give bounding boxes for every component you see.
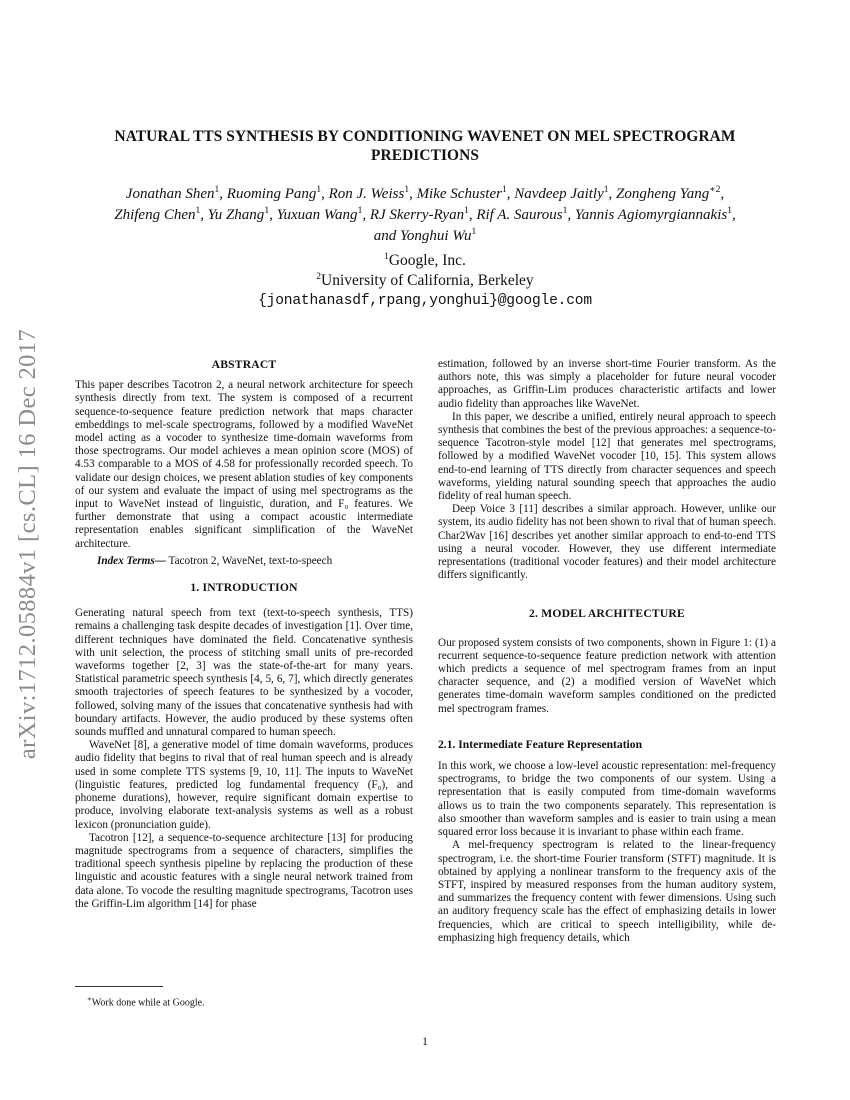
author: Ron J. Weiss$^1$, bbox=[328, 185, 413, 202]
paper-title bbox=[70, 127, 780, 165]
author: Rif A. Saurous$^1$, bbox=[476, 206, 572, 223]
section-heading-model-architecture: 2. MODEL ARCHITECTURE bbox=[529, 607, 685, 621]
author: RJ Skerry-Ryan$^1$, bbox=[369, 206, 473, 223]
index-terms bbox=[75, 555, 413, 568]
author-line-3 bbox=[70, 226, 780, 247]
intro-paragraph: Generating natural speech from text (text-to-speech synthesis, TTS) remains a challenging task despite decades of investigation [1]. Over time, different techniques have dominated the field. Concatenative synthesis with unit selection, the process of stitching small units of pre-recorded waveforms together [2, 3] was the state-of-the-art for many years. Statistical parametric speech synthesis [4, 5, 6, 7], which directly generates smooth trajectories of speech features to be synthesized by a vocoder, followed, solving many of the issues that concatenative synthesis had with boundary artifacts. However, the audio produced by these systems often sounds muffled and unnatural compared to human speech. bbox=[75, 607, 413, 739]
intro-paragraph: Deep Voice 3 [11] describes a similar approach. However, unlike our system, its audio fidelity has not been shown to rival that of human speech. Char2Wav [16] describes yet another similar approach to end-to-end TTS using a neural vocoder. However, they use different intermediate representations (traditional vocoder features) and their model architecture differs significantly. bbox=[438, 503, 776, 582]
author: Ruoming Pang$^1$, bbox=[226, 185, 325, 202]
footnote bbox=[87, 993, 205, 1009]
author-emails: {jonathanasdf,rpang,yonghui}@google.com bbox=[258, 293, 592, 309]
affiliations bbox=[100, 251, 750, 311]
affiliation-berkeley: $^2$University of California, Berkeley bbox=[316, 271, 534, 289]
subsection-heading-intermediate: 2.1. Intermediate Feature Representation bbox=[438, 737, 643, 751]
paper-title-line-2: PREDICTIONS bbox=[370, 147, 479, 164]
intro-paragraph: Tacotron [12], a sequence-to-sequence architecture [13] for producing magnitude spectrograms from a sequence of characters, simplifies the traditional speech synthesis pipeline by replacing the production of these linguistic and acoustic features with a single neural network trained from data alone. To vocode the resulting magnitude spectrograms, Tacotron uses the Griffin-Lim algorithm [14] for phase bbox=[75, 831, 413, 910]
paper-title-line-1: NATURAL TTS SYNTHESIS BY CONDITIONING WAVENET ON MEL SPECTROGRAM bbox=[114, 128, 736, 145]
page-number: 1 bbox=[422, 1036, 428, 1048]
arxiv-identifier: arXiv:1712.05884v1 [cs.CL] 16 Dec 2017 bbox=[14, 328, 42, 760]
author: Jonathan Shen$^1$, bbox=[125, 185, 224, 202]
intermediate-paragraph: In this work, we choose a low-level acoustic representation: mel-frequency spectrograms, to bridge the two components of our system. Using a representation that is easily computed from time-domain waveforms allows us to train the two components separately. This representation is also smoother than waveform samples and is easier to train using a mean squared error loss because it is invariant to phase within each frame. bbox=[438, 760, 776, 839]
author: Yuxuan Wang$^1$, bbox=[276, 206, 367, 223]
intro-paragraph: WaveNet [8], a generative model of time domain waveforms, produces audio fidelity that begins to rival that of real human speech and is already used in some complete TTS systems [9, 10, 11]. The inputs to WaveNet (linguistic features, predicted log fundamental frequency (F₀), and phoneme durations), however, require significant domain expertise to produce, involving elaborate text-analysis systems as well as a robust lexicon (pronunciation guide). bbox=[75, 739, 413, 831]
author: Zongheng Yang$^{∗2}$, bbox=[616, 185, 725, 202]
right-column bbox=[438, 358, 776, 945]
arxiv-identifier-stamp bbox=[4, 294, 52, 794]
author: Yu Zhang$^1$, bbox=[207, 206, 273, 223]
intro-paragraph: In this paper, we describe a unified, entirely neural approach to speech synthesis that combines the best of the previous approaches: a sequence-to-sequence Tacotron-style model [12] that generates mel spectrograms, followed by a modified WaveNet vocoder [10, 15]. This system allows end-to-end learning of TTS directly from character sequences and speech waveforms, yielding natural sounding speech that approaches the audio fidelity of real human speech. bbox=[438, 410, 776, 503]
model-architecture-paragraph: Our proposed system consists of two components, shown in Figure 1: (1) a recurrent sequence-to-sequence feature prediction network with attention which predicts a sequence of mel spectrogram frames from an input character sequence, and (2) a modified version of WaveNet which generates time-domain waveform samples conditioned on the predicted mel spectrogram frames. bbox=[438, 636, 776, 715]
author-list bbox=[70, 184, 780, 247]
author-line-1 bbox=[70, 184, 780, 205]
footnote-rule bbox=[75, 986, 163, 987]
author: Yannis Agiomyrgiannakis$^1$, bbox=[574, 206, 736, 223]
author: and Yonghui Wu$^1$ bbox=[373, 227, 477, 244]
author: Zhifeng Chen$^1$, bbox=[114, 206, 204, 223]
author-line-2 bbox=[70, 205, 780, 226]
affiliation-google: $^1$Google, Inc. bbox=[384, 251, 466, 269]
author: Mike Schuster$^1$, bbox=[416, 185, 511, 202]
intermediate-paragraph: A mel-frequency spectrogram is related to the linear-frequency spectrogram, i.e. the short-time Fourier transform (STFT) magnitude. It is obtained by applying a nonlinear transform to the frequency axis of the STFT, inspired by measured responses from the human auditory system, and summarizes the frequency content with fewer dimensions. Using such an auditory frequency scale has the effect of emphasizing details in lower frequencies, which are critical to speech intelligibility, while de-emphasizing high frequency details, which bbox=[438, 839, 776, 944]
left-column bbox=[75, 358, 413, 911]
index-terms-label: Index Terms— bbox=[97, 554, 166, 567]
abstract-heading: ABSTRACT bbox=[211, 358, 277, 371]
author: Navdeep Jaitly$^1$, bbox=[514, 185, 613, 202]
footnote-mark: ∗ bbox=[87, 995, 92, 1003]
section-heading-introduction: 1. INTRODUCTION bbox=[190, 581, 298, 595]
footnote-text: Work done while at Google. bbox=[91, 997, 205, 1009]
index-terms-list: Tacotron 2, WaveNet, text-to-speech bbox=[168, 554, 333, 567]
intro-continuation: estimation, followed by an inverse short-time Fourier transform. As the authors note, this was simply a placeholder for future neural vocoder approaches, as Griffin-Lim produces characteristic artifacts and lower audio fidelity than approaches like WaveNet. bbox=[438, 358, 776, 410]
abstract-text: This paper describes Tacotron 2, a neural network architecture for speech synthesis directly from text. The system is composed of a recurrent sequence-to-sequence feature prediction network that maps character embeddings to mel-scale spectrograms, followed by a modified WaveNet model acting as a vocoder to synthesize time-domain waveforms from those spectrograms. Our model achieves a mean opinion score (MOS) of 4.53 comparable to a MOS of 4.58 for professionally recorded speech. To validate our design choices, we present ablation studies of key components of our system and evaluate the impact of using mel spectrograms as the input to WaveNet instead of linguistic, duration, and F₀ features. We further demonstrate that using a compact acoustic intermediate representation enables significant simplification of the WaveNet architecture. bbox=[75, 379, 413, 550]
